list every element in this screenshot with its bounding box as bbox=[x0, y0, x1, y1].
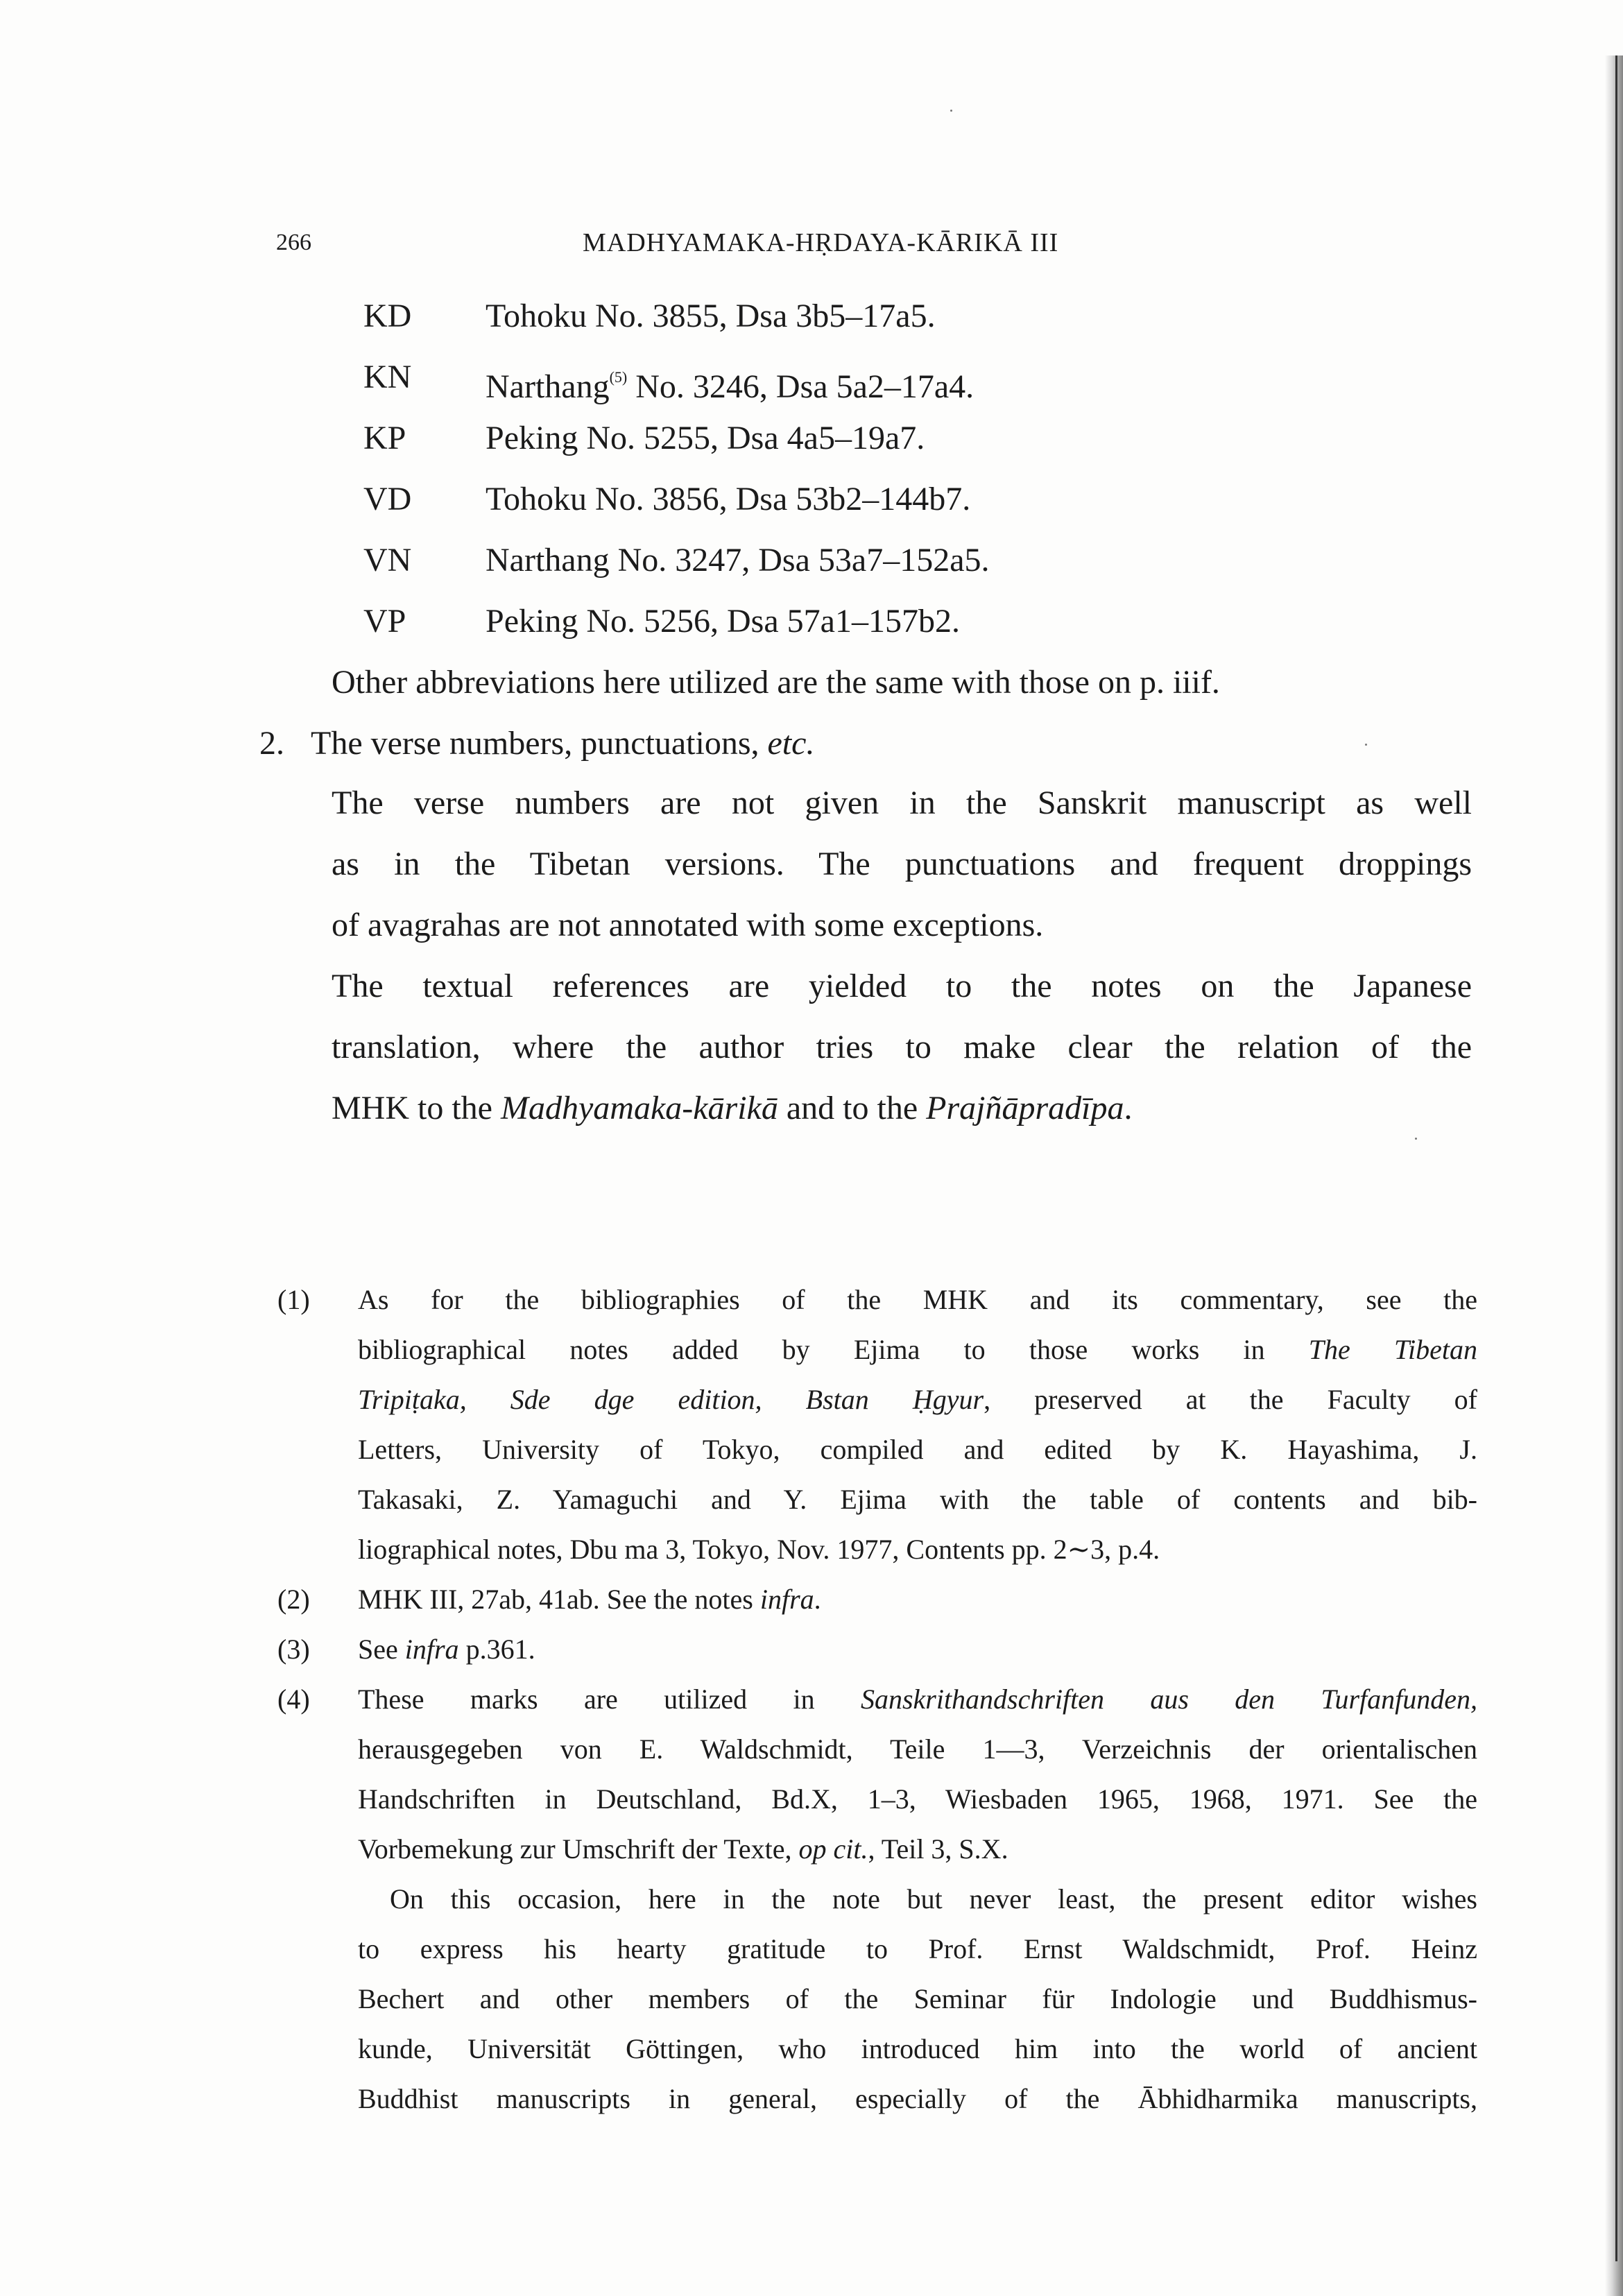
scan-speck bbox=[1365, 744, 1367, 746]
footnote-line: herausgegeben von E. Waldschmidt, Teile 1—3, Verzeichnis der orientalischen bbox=[358, 1733, 1477, 1765]
section-number: 2. bbox=[259, 725, 284, 762]
abbreviation-row bbox=[363, 286, 1404, 347]
footnote-line: Takasaki, Z. Yamaguchi and Y. Ejima with the table of contents and bib- bbox=[358, 1484, 1477, 1515]
footnote-line: Handschriften in Deutschland, Bd.X, 1–3, Wiesbaden 1965, 1968, 1971. See the bbox=[358, 1783, 1477, 1815]
footnote-line: As for the bibliographies of the MHK and its commentary, see the bbox=[358, 1284, 1477, 1315]
footnote-number: (3) bbox=[277, 1634, 310, 1665]
abbreviation-code: KP bbox=[363, 420, 406, 456]
footnote-line: Tripiṭaka, Sde dge edition, Bstan Ḥgyur, preserved at the Faculty of bbox=[358, 1384, 1477, 1415]
footnote-line: Bechert and other members of the Seminar für Indologie und Buddhismus- bbox=[358, 1983, 1477, 2014]
footnote-number: (1) bbox=[277, 1284, 310, 1315]
abbreviation-code: VP bbox=[363, 603, 406, 640]
footnote-4 bbox=[277, 1674, 1477, 2124]
section-heading: 2. The verse numbers, punctuations, etc. bbox=[259, 725, 815, 762]
footnote-line: These marks are utilized in Sanskrithandschriften aus den Turfanfunden, bbox=[358, 1684, 1477, 1715]
scan-speck bbox=[950, 110, 952, 112]
abbreviation-text: Peking No. 5255, Dsa 4a5–19a7. bbox=[486, 420, 925, 456]
abbreviation-code: VN bbox=[363, 542, 412, 579]
footnote-line: Buddhist manuscripts in general, especially of the Ābhidharmika manuscripts, bbox=[358, 2083, 1477, 2114]
footnote-line: MHK III, 27ab, 41ab. See the notes infra. bbox=[358, 1584, 821, 1615]
footnote-number: (2) bbox=[277, 1584, 310, 1615]
abbreviation-text: Peking No. 5256, Dsa 57a1–157b2. bbox=[486, 603, 960, 640]
abbreviation-text: Narthang No. 3247, Dsa 53a7–152a5. bbox=[486, 542, 990, 579]
abbreviation-code: KD bbox=[363, 298, 412, 334]
footnote-3 bbox=[277, 1625, 1477, 1674]
abbreviation-row bbox=[363, 591, 1404, 652]
abbreviation-code: VD bbox=[363, 481, 412, 517]
footnote-line: liographical notes, Dbu ma 3, Tokyo, Nov. 1977, Contents pp. 2∼3, p.4. bbox=[358, 1534, 1160, 1565]
footnote-2 bbox=[277, 1575, 1477, 1625]
footnote-line: bibliographical notes added by Ejima to those works in The Tibetan bbox=[358, 1334, 1477, 1365]
page-number: 266 bbox=[276, 230, 311, 255]
footnote-line: Letters, University of Tokyo, compiled and edited by K. Hayashima, J. bbox=[358, 1434, 1477, 1465]
running-title: MADHYAMAKA-HṚDAYA-KĀRIKĀ III bbox=[583, 228, 1059, 257]
footnote-line: On this occasion, here in the note but never least, the present editor wishes bbox=[390, 1883, 1477, 1914]
abbreviation-row bbox=[363, 530, 1404, 591]
footnote-line: kunde, Universität Göttingen, who introduced him into the world of ancient bbox=[358, 2033, 1477, 2064]
abbreviation-text: Tohoku No. 3856, Dsa 53b2–144b7. bbox=[486, 481, 971, 517]
abbreviation-row bbox=[363, 408, 1404, 469]
page-header bbox=[0, 223, 1623, 262]
abbreviation-row bbox=[363, 347, 1404, 408]
paragraph-line: as in the Tibetan versions. The punctuations and frequent droppings bbox=[332, 846, 1472, 882]
abbreviation-text: Tohoku No. 3855, Dsa 3b5–17a5. bbox=[486, 298, 936, 334]
paragraph-line: The textual references are yielded to the notes on the Japanese bbox=[332, 968, 1472, 1004]
paragraph-line: of avagrahas are not annotated with some exceptions. bbox=[332, 907, 1044, 943]
other-abbreviations-line: Other abbreviations here utilized are the same with those on p. iiif. bbox=[332, 664, 1220, 701]
footnotes bbox=[277, 1275, 1477, 2124]
footnote-line: to express his hearty gratitude to Prof. Ernst Waldschmidt, Prof. Heinz bbox=[358, 1933, 1477, 1964]
page-edge-shadow bbox=[1605, 55, 1623, 2296]
note-reference: (5) bbox=[609, 368, 628, 386]
paragraph-line: The verse numbers are not given in the Sanskrit manuscript as well bbox=[332, 785, 1472, 821]
scan-speck bbox=[1415, 1138, 1417, 1140]
paragraph-line: translation, where the author tries to make clear the relation of the bbox=[332, 1029, 1472, 1065]
footnote-line: See infra p.361. bbox=[358, 1634, 535, 1665]
footnote-number: (4) bbox=[277, 1684, 310, 1715]
abbreviation-list bbox=[363, 286, 1404, 652]
paragraph-line: MHK to the Madhyamaka-kārikā and to the Prajñāpradīpa. bbox=[332, 1090, 1133, 1126]
abbreviation-row bbox=[363, 469, 1404, 530]
abbreviation-code: KN bbox=[363, 359, 412, 395]
footnote-line: Vorbemekung zur Umschrift der Texte, op cit., Teil 3, S.X. bbox=[358, 1833, 1008, 1865]
footnote-1 bbox=[277, 1275, 1477, 1575]
page-edge-line bbox=[1615, 55, 1617, 2261]
abbreviation-text: Narthang$^{(5)}$ No. 3246, Dsa 5a2–17a4. bbox=[486, 368, 974, 405]
